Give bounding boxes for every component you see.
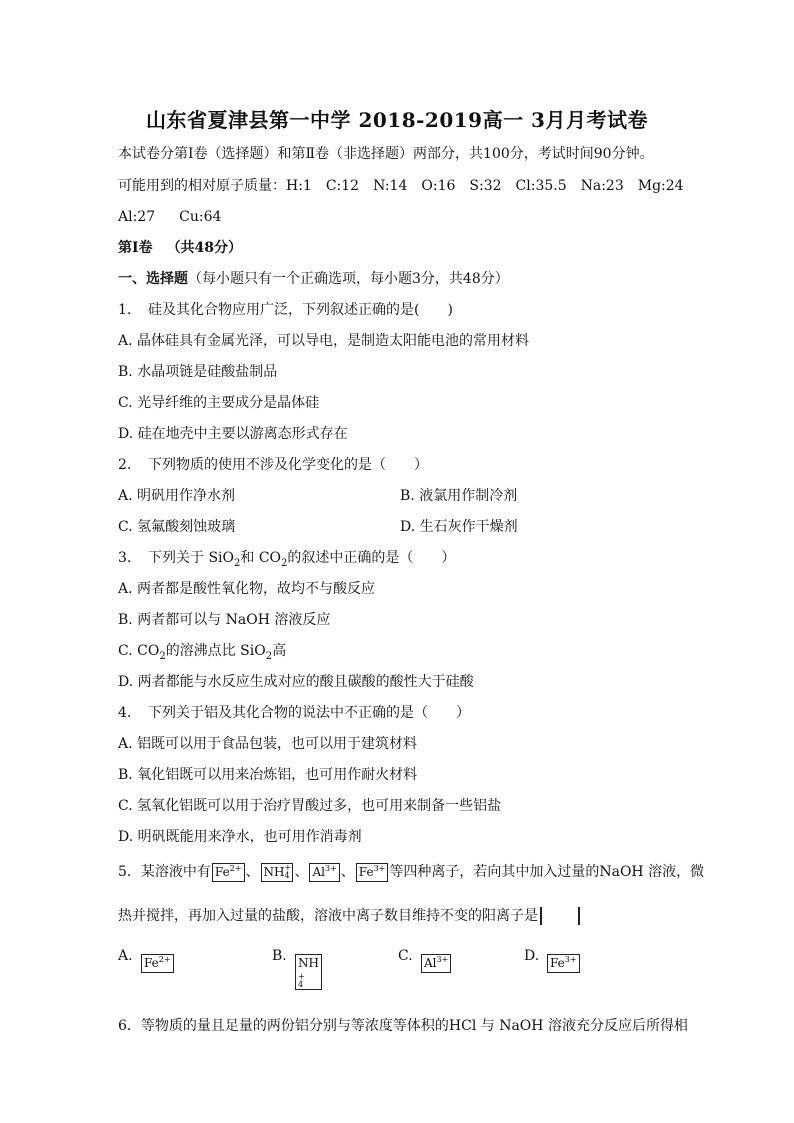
- mass-n: N:14: [373, 178, 408, 194]
- mass-al: Al:27: [118, 209, 156, 225]
- mass-s: S:32: [469, 178, 502, 194]
- page-title: 山东省夏津县第一中学 2018-2019高一 3月月考试卷: [146, 108, 648, 132]
- q4-option-a: A. 铝既可以用于食品包装，也可以用于建筑材料: [118, 736, 418, 752]
- q2-option-a: A. 明矾用作净水剂: [118, 488, 236, 504]
- ion-fe3: $Fe^{3+}$: [547, 954, 580, 973]
- q2-stem: 2. 下列物质的使用不涉及化学变化的是（ ）: [118, 457, 428, 473]
- part1-heading: 第Ⅰ卷 （共48分）: [118, 240, 243, 256]
- intro-line: 本试卷分第Ⅰ卷（选择题）和第Ⅱ卷（非选择题）两部分，共100分，考试时间90分钟。: [118, 146, 654, 162]
- q3-option-c: C. $CO_2$的溶沸点比 SiO$_2$高: [118, 643, 287, 662]
- q2-option-b: B. 液氯用作制冷剂: [400, 488, 518, 504]
- q2-option-c: C. 氢氟酸刻蚀玻璃: [118, 519, 236, 535]
- mass-h: H:1: [286, 178, 312, 194]
- mass-c: C:12: [325, 178, 360, 194]
- q1-option-a: A. 晶体硅具有金属光泽，可以导电，是制造太阳能电池的常用材料: [118, 333, 530, 349]
- ion-al3: $Al^{3+}$: [309, 863, 339, 882]
- ion-fe2: $Fe^{2+}$: [212, 863, 245, 882]
- q1-option-d: D. 硅在地壳中主要以游离态形式存在: [118, 426, 348, 442]
- q3-stem: 3. 下列关于 SiO$_2$和 $CO_2$的叙述中正确的是（ ）: [118, 550, 456, 569]
- mass-cl: Cl:35.5: [515, 178, 567, 194]
- ion-fe3: $Fe^{3+}$: [356, 863, 389, 882]
- answer-blank: [540, 907, 580, 925]
- ion-al3: $Al^{3+}$: [421, 954, 451, 973]
- q2-option-d: D. 生石灰作干燥剂: [400, 519, 518, 535]
- q3-option-d: D. 两者都能与水反应生成对应的酸且碳酸的酸性大于硅酸: [118, 674, 474, 690]
- q4-option-b: B. 氧化铝既可以用来冶炼铝，也可用作耐火材料: [118, 767, 418, 783]
- q3-option-b: B. 两者都可以与 NaOH 溶液反应: [118, 612, 331, 628]
- mass-cu: Cu:64: [179, 209, 222, 225]
- mass-na: Na:23: [580, 178, 624, 194]
- q4-option-c: C. 氢氧化铝既可以用于治疗胃酸过多，也可用来制备一些铝盐: [118, 798, 502, 814]
- atomic-mass-line-2: [118, 207, 221, 227]
- q1-option-b: B. 水晶项链是硅酸盐制品: [118, 364, 278, 380]
- q3-option-a: A. 两者都是酸性氧化物，故均不与酸反应: [118, 581, 376, 597]
- q5-stem-line2: 热并搅拌，再加入过量的盐酸，溶液中离子数目维持不变的阳离子是: [118, 906, 580, 926]
- mass-mg: Mg:24: [637, 178, 684, 194]
- atomic-mass-line: 可能用到的相对原子质量：H:1 C:12 N:14 O:16 S:32 Cl:35.5 Na:23 Mg:24: [118, 178, 684, 194]
- q1-option-c: C. 光导纤维的主要成分是晶体硅: [118, 395, 320, 411]
- exam-page: 山东省夏津县第一中学 2018-2019高一 3月月考试卷 本试卷分第Ⅰ卷（选择题）和第Ⅱ卷（非选择题）两部分，共100分，考试时间90分钟。 可能用到的相对原子质量：H:1 C:12 N:14 O:16 S:32 Cl:35.5 Na:23 Mg:24 Al:27 Cu:64 第Ⅰ卷 （共48分） 一、选择题（每小题只有一个正确选项，每小题3分，共48分） 1. 硅及其化合物应用广泛，下列叙述正确的是( ) A. 晶体硅具有金属光泽，可以导电，是制造太阳能电池的常用材料 B. 水晶项链是硅酸盐制品 C. 光导纤维的主要成分是晶体硅 D. 硅在地壳中主要以游离态形式存在 2. 下列物质的使用不涉及化学变化的是（ ） A. 明矾用作净水剂 B. 液氯用作制冷剂 C. 氢氟酸刻蚀玻璃 D. 生石灰作干燥剂 3. 下列关于 SiO$_2$和 $CO_2$的叙述中正确的是（ ） A. 两者都是酸性氧化物，故均不与酸反应 B. 两者都可以与 NaOH 溶液反应 C. $CO_2$的溶沸点比 SiO$_2$高 D. 两者都能与水反应生成对应的酸且碳酸的酸性大于硅酸 4. 下列关于铝及其化合物的说法中不正确的是（ ） A. 铝既可以用于食品包装，也可以用于建筑材料 B. 氧化铝既可以用来冶炼铝，也可用作耐火材料 C. 氢氧化铝既可以用于治疗胃酸过多，也可用来制备一些铝盐 D. 明矾既能用来净水，也可用作消毒剂 5．某溶液中有 $Fe^{2+}$ 、 NH + 4 、 $Al^{3+}$ 、 $Fe^{3+}$ 等四种离子，若向其中加入过量的NaOH 溶液，微 热并搅拌，再加入过量的盐酸，溶液中离子数目维持不变的阳离子是 A. $Fe^{2+}$ B. NH + 4 C. $Al^{3+}$ D. $Fe^{3+}$ 6．等物质的量且足量的两份铝分别与等浓度等体积的HCl 与 NaOH 溶液充分反应后所得相: [0, 0, 794, 1123]
- q4-stem: 4. 下列关于铝及其化合物的说法中不正确的是（ ）: [118, 705, 470, 721]
- q1-stem: 1. 硅及其化合物应用广泛，下列叙述正确的是( ): [118, 302, 453, 318]
- ion-fe2: $Fe^{2+}$: [141, 954, 174, 973]
- mass-o: O:16: [421, 178, 456, 194]
- ion-nh4: NH + 4: [261, 863, 294, 882]
- q5-stem: 5．某溶液中有 $Fe^{2+}$ 、 NH + 4 、 $Al^{3+}$ 、 $Fe^{3+}$ 等四种离子，若向其中加入过量的NaOH 溶液，微: [118, 863, 705, 880]
- q4-option-d: D. 明矾既能用来净水，也可用作消毒剂: [118, 829, 362, 845]
- q6-stem: 6．等物质的量且足量的两份铝分别与等浓度等体积的HCl 与 NaOH 溶液充分反应后所得相: [118, 1018, 688, 1034]
- section-heading: 一、选择题（每小题只有一个正确选项，每小题3分，共48分）: [118, 271, 509, 287]
- ion-nh4: NH + 4: [295, 954, 322, 990]
